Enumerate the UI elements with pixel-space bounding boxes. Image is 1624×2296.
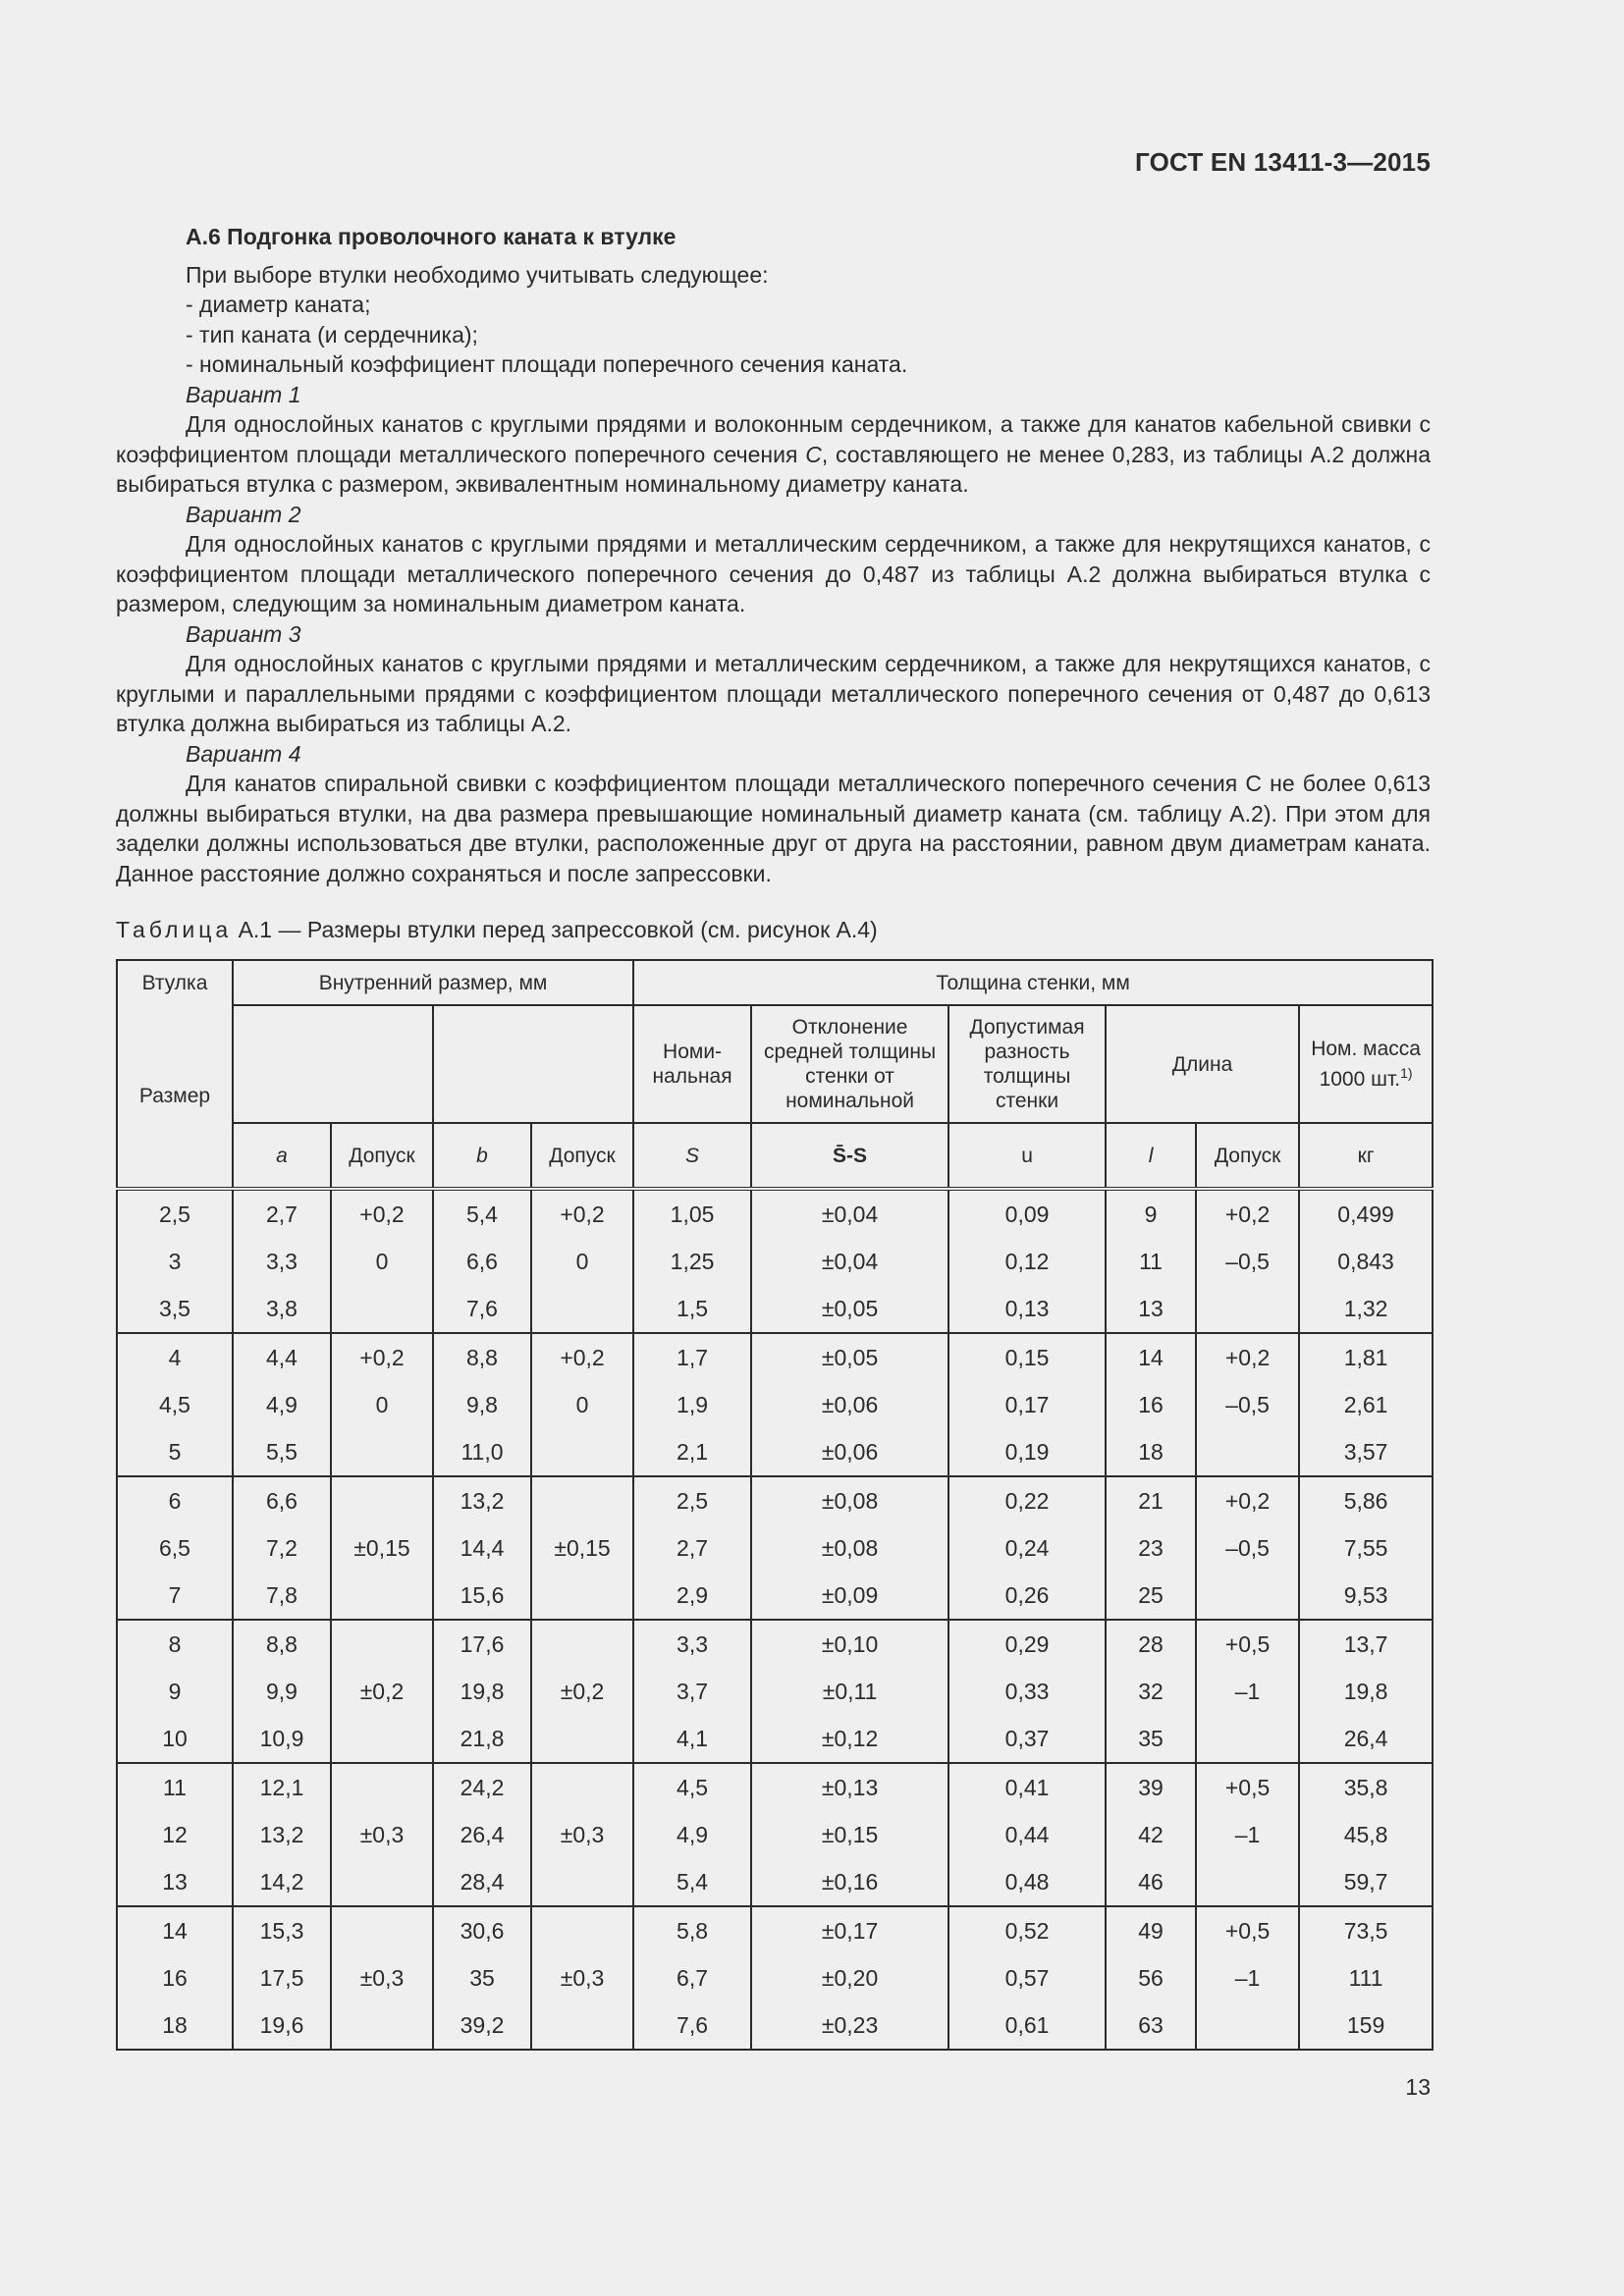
cell-tol-a bbox=[331, 2002, 433, 2050]
cell-b: 6,6 bbox=[433, 1238, 531, 1285]
cell-tol-l bbox=[1196, 2002, 1299, 2050]
cell-a: 8,8 bbox=[233, 1620, 331, 1668]
cell-a: 15,3 bbox=[233, 1906, 331, 1954]
variant-title: Вариант 1 bbox=[186, 381, 301, 407]
cell-u: 0,09 bbox=[948, 1189, 1106, 1238]
variant-title: Вариант 4 bbox=[186, 740, 301, 767]
cell-deviation: ±0,05 bbox=[751, 1333, 948, 1381]
table-row bbox=[117, 1954, 1433, 2002]
header-allowed-diff: Допустимая разность толщины стенки bbox=[948, 1005, 1106, 1123]
cell-l: 35 bbox=[1106, 1715, 1196, 1763]
header-kg: кг bbox=[1299, 1123, 1433, 1189]
cell-tol-b: ±0,15 bbox=[531, 1524, 633, 1572]
table-row bbox=[117, 1524, 1433, 1572]
cell-mass: 0,843 bbox=[1299, 1238, 1433, 1285]
cell-tol-l: +0,2 bbox=[1196, 1476, 1299, 1524]
cell-tol-b bbox=[531, 1763, 633, 1811]
cell-mass: 9,53 bbox=[1299, 1572, 1433, 1620]
cell-size: 11 bbox=[117, 1763, 233, 1811]
cell-tol-a: ±0,3 bbox=[331, 1954, 433, 2002]
cell-l: 23 bbox=[1106, 1524, 1196, 1572]
table-row bbox=[117, 1811, 1433, 1858]
table-row bbox=[117, 1238, 1433, 1285]
variant-text: Для однослойных канатов с круглыми прядями и волоконным сердечником, а также для канатов кабельной свивки с коэффициентом площади металлического поперечного сечения C, составляющего не менее 0,283, из таблицы А.2 должна выбираться втулка с размером, эквивалентным номинальному диаметру каната. bbox=[116, 411, 1431, 497]
cell-l: 14 bbox=[1106, 1333, 1196, 1381]
cell-b: 14,4 bbox=[433, 1524, 531, 1572]
cell-tol-a bbox=[331, 1428, 433, 1476]
header-l: l bbox=[1106, 1123, 1196, 1189]
cell-tol-l: –0,5 bbox=[1196, 1238, 1299, 1285]
cell-tol-b bbox=[531, 1428, 633, 1476]
cell-s: 2,7 bbox=[633, 1524, 751, 1572]
cell-size: 3 bbox=[117, 1238, 233, 1285]
cell-s: 3,3 bbox=[633, 1620, 751, 1668]
cell-deviation: ±0,16 bbox=[751, 1858, 948, 1906]
cell-a: 5,5 bbox=[233, 1428, 331, 1476]
cell-deviation: ±0,09 bbox=[751, 1572, 948, 1620]
cell-tol-l: –1 bbox=[1196, 1954, 1299, 2002]
cell-tol-b: ±0,2 bbox=[531, 1668, 633, 1715]
cell-tol-l bbox=[1196, 1858, 1299, 1906]
header-wall-thickness: Толщина стенки, мм bbox=[633, 960, 1433, 1005]
cell-size: 18 bbox=[117, 2002, 233, 2050]
cell-mass: 19,8 bbox=[1299, 1668, 1433, 1715]
cell-size: 9 bbox=[117, 1668, 233, 1715]
cell-l: 32 bbox=[1106, 1668, 1196, 1715]
cell-tol-a: ±0,15 bbox=[331, 1524, 433, 1572]
cell-deviation: ±0,08 bbox=[751, 1524, 948, 1572]
section-title: А.6 Подгонка проволочного каната к втулке bbox=[186, 224, 677, 249]
cell-mass: 13,7 bbox=[1299, 1620, 1433, 1668]
standard-designation: ГОСТ EN 13411-3—2015 bbox=[1134, 147, 1431, 177]
cell-mass: 1,32 bbox=[1299, 1285, 1433, 1333]
cell-tol-a: 0 bbox=[331, 1238, 433, 1285]
cell-l: 25 bbox=[1106, 1572, 1196, 1620]
cell-tol-b: 0 bbox=[531, 1381, 633, 1428]
header-tolerance: Допуск bbox=[531, 1123, 633, 1189]
cell-tol-b: 0 bbox=[531, 1238, 633, 1285]
cell-b: 11,0 bbox=[433, 1428, 531, 1476]
variant-text: Для однослойных канатов с круглыми прядями и металлическим сердечником, а также для некрутящихся канатов, с коэффициентом площади металлического поперечного сечения до 0,487 из таблицы А.2 должна выбираться втулка с размером, следующим за номинальным диаметром каната. bbox=[116, 531, 1431, 616]
cell-a: 17,5 bbox=[233, 1954, 331, 2002]
cell-size: 2,5 bbox=[117, 1189, 233, 1238]
cell-tol-a: +0,2 bbox=[331, 1189, 433, 1238]
table-row bbox=[117, 1333, 1433, 1381]
cell-size: 8 bbox=[117, 1620, 233, 1668]
cell-tol-b: +0,2 bbox=[531, 1333, 633, 1381]
cell-u: 0,37 bbox=[948, 1715, 1106, 1763]
cell-s: 2,9 bbox=[633, 1572, 751, 1620]
cell-size: 7 bbox=[117, 1572, 233, 1620]
cell-deviation: ±0,12 bbox=[751, 1715, 948, 1763]
bushing-dimensions-table bbox=[116, 959, 1434, 2051]
cell-b: 19,8 bbox=[433, 1668, 531, 1715]
header-tolerance: Допуск bbox=[331, 1123, 433, 1189]
table-row bbox=[117, 1715, 1433, 1763]
cell-deviation: ±0,11 bbox=[751, 1668, 948, 1715]
cell-b: 15,6 bbox=[433, 1572, 531, 1620]
variant-text: Для канатов спиральной свивки с коэффициентом площади металлического поперечного сечения С не более 0,613 должны выбираться втулки, на два размера превышающие номинальный диаметр каната (см. таблицу А.2). При этом для заделки должны использоваться две втулки, расположенные друг от друга на расстоянии, равном двум диаметрам каната. Данное расстояние должно сохраняться и после запрессовки. bbox=[116, 771, 1431, 886]
header-inner-size: Внутренний размер, мм bbox=[233, 960, 633, 1005]
table-caption: Таблица А.1 — Размеры втулки перед запрессовкой (см. рисунок А.4) bbox=[116, 917, 878, 942]
cell-u: 0,13 bbox=[948, 1285, 1106, 1333]
cell-size: 4,5 bbox=[117, 1381, 233, 1428]
cell-tol-b: ±0,3 bbox=[531, 1811, 633, 1858]
cell-tol-l: –1 bbox=[1196, 1668, 1299, 1715]
cell-tol-a bbox=[331, 1763, 433, 1811]
header-tolerance: Допуск bbox=[1196, 1123, 1299, 1189]
cell-u: 0,12 bbox=[948, 1238, 1106, 1285]
cell-b: 9,8 bbox=[433, 1381, 531, 1428]
table-row bbox=[117, 1572, 1433, 1620]
cell-tol-a bbox=[331, 1572, 433, 1620]
cell-deviation: ±0,08 bbox=[751, 1476, 948, 1524]
cell-mass: 3,57 bbox=[1299, 1428, 1433, 1476]
cell-deviation: ±0,13 bbox=[751, 1763, 948, 1811]
cell-tol-a: ±0,3 bbox=[331, 1811, 433, 1858]
header-s-deviation: S̄-S bbox=[751, 1123, 948, 1189]
header-b: b bbox=[433, 1123, 531, 1189]
cell-a: 10,9 bbox=[233, 1715, 331, 1763]
cell-size: 5 bbox=[117, 1428, 233, 1476]
cell-a: 12,1 bbox=[233, 1763, 331, 1811]
cell-b: 24,2 bbox=[433, 1763, 531, 1811]
cell-tol-l: +0,5 bbox=[1196, 1906, 1299, 1954]
cell-a: 4,4 bbox=[233, 1333, 331, 1381]
cell-mass: 5,86 bbox=[1299, 1476, 1433, 1524]
cell-deviation: ±0,15 bbox=[751, 1811, 948, 1858]
cell-a: 2,7 bbox=[233, 1189, 331, 1238]
cell-l: 63 bbox=[1106, 2002, 1196, 2050]
cell-mass: 45,8 bbox=[1299, 1811, 1433, 1858]
table-row bbox=[117, 2002, 1433, 2050]
cell-tol-a bbox=[331, 1285, 433, 1333]
cell-tol-b bbox=[531, 1572, 633, 1620]
cell-s: 1,7 bbox=[633, 1333, 751, 1381]
table-row bbox=[117, 1285, 1433, 1333]
cell-tol-l bbox=[1196, 1715, 1299, 1763]
cell-tol-b bbox=[531, 1476, 633, 1524]
header-blank bbox=[433, 1005, 633, 1123]
cell-tol-l: +0,2 bbox=[1196, 1189, 1299, 1238]
cell-s: 1,25 bbox=[633, 1238, 751, 1285]
cell-u: 0,26 bbox=[948, 1572, 1106, 1620]
cell-b: 8,8 bbox=[433, 1333, 531, 1381]
cell-tol-l: –0,5 bbox=[1196, 1524, 1299, 1572]
cell-tol-b bbox=[531, 1715, 633, 1763]
cell-u: 0,33 bbox=[948, 1668, 1106, 1715]
table-row bbox=[117, 1620, 1433, 1668]
cell-tol-a bbox=[331, 1906, 433, 1954]
cell-u: 0,44 bbox=[948, 1811, 1106, 1858]
cell-b: 7,6 bbox=[433, 1285, 531, 1333]
cell-s: 2,5 bbox=[633, 1476, 751, 1524]
cell-deviation: ±0,04 bbox=[751, 1189, 948, 1238]
cell-b: 26,4 bbox=[433, 1811, 531, 1858]
variant-title: Вариант 3 bbox=[186, 620, 301, 647]
cell-size: 14 bbox=[117, 1906, 233, 1954]
cell-size: 10 bbox=[117, 1715, 233, 1763]
header-s: S bbox=[633, 1123, 751, 1189]
cell-size: 3,5 bbox=[117, 1285, 233, 1333]
header-mass: Ном. масса 1000 шт.$^{1)}$ bbox=[1299, 1005, 1433, 1123]
cell-a: 7,8 bbox=[233, 1572, 331, 1620]
cell-tol-a: ±0,2 bbox=[331, 1668, 433, 1715]
cell-mass: 35,8 bbox=[1299, 1763, 1433, 1811]
cell-tol-b bbox=[531, 1906, 633, 1954]
cell-u: 0,48 bbox=[948, 1858, 1106, 1906]
cell-u: 0,52 bbox=[948, 1906, 1106, 1954]
cell-tol-a: 0 bbox=[331, 1381, 433, 1428]
cell-s: 4,5 bbox=[633, 1763, 751, 1811]
cell-s: 5,4 bbox=[633, 1858, 751, 1906]
cell-b: 17,6 bbox=[433, 1620, 531, 1668]
cell-a: 7,2 bbox=[233, 1524, 331, 1572]
cell-b: 39,2 bbox=[433, 2002, 531, 2050]
cell-tol-b bbox=[531, 1285, 633, 1333]
page-number: 13 bbox=[1405, 2074, 1431, 2100]
cell-tol-a: +0,2 bbox=[331, 1333, 433, 1381]
cell-deviation: ±0,10 bbox=[751, 1620, 948, 1668]
cell-u: 0,41 bbox=[948, 1763, 1106, 1811]
intro-text: При выборе втулки необходимо учитывать следующее: bbox=[186, 261, 769, 288]
cell-s: 2,1 bbox=[633, 1428, 751, 1476]
cell-mass: 26,4 bbox=[1299, 1715, 1433, 1763]
cell-deviation: ±0,17 bbox=[751, 1906, 948, 1954]
cell-mass: 73,5 bbox=[1299, 1906, 1433, 1954]
cell-b: 5,4 bbox=[433, 1189, 531, 1238]
cell-s: 6,7 bbox=[633, 1954, 751, 2002]
cell-tol-b: ±0,3 bbox=[531, 1954, 633, 2002]
cell-l: 13 bbox=[1106, 1285, 1196, 1333]
cell-l: 42 bbox=[1106, 1811, 1196, 1858]
cell-l: 16 bbox=[1106, 1381, 1196, 1428]
cell-b: 30,6 bbox=[433, 1906, 531, 1954]
cell-s: 4,1 bbox=[633, 1715, 751, 1763]
table-row bbox=[117, 1381, 1433, 1428]
cell-l: 49 bbox=[1106, 1906, 1196, 1954]
cell-mass: 1,81 bbox=[1299, 1333, 1433, 1381]
cell-u: 0,17 bbox=[948, 1381, 1106, 1428]
cell-tol-l bbox=[1196, 1285, 1299, 1333]
cell-b: 35 bbox=[433, 1954, 531, 2002]
cell-a: 9,9 bbox=[233, 1668, 331, 1715]
cell-u: 0,57 bbox=[948, 1954, 1106, 2002]
cell-tol-l bbox=[1196, 1428, 1299, 1476]
cell-deviation: ±0,04 bbox=[751, 1238, 948, 1285]
cell-l: 39 bbox=[1106, 1763, 1196, 1811]
cell-s: 3,7 bbox=[633, 1668, 751, 1715]
cell-a: 13,2 bbox=[233, 1811, 331, 1858]
header-bushing: Втулка bbox=[117, 960, 233, 1005]
header-a: a bbox=[233, 1123, 331, 1189]
cell-a: 4,9 bbox=[233, 1381, 331, 1428]
bullet-item: - тип каната (и сердечника); bbox=[186, 321, 478, 347]
cell-tol-l: +0,2 bbox=[1196, 1333, 1299, 1381]
cell-s: 7,6 bbox=[633, 2002, 751, 2050]
cell-s: 1,5 bbox=[633, 1285, 751, 1333]
cell-deviation: ±0,06 bbox=[751, 1381, 948, 1428]
cell-u: 0,61 bbox=[948, 2002, 1106, 2050]
header-nominal: Номи-нальная bbox=[633, 1005, 751, 1123]
bullet-item: - номинальный коэффициент площади поперечного сечения каната. bbox=[186, 351, 908, 377]
cell-mass: 0,499 bbox=[1299, 1189, 1433, 1238]
cell-tol-b bbox=[531, 1858, 633, 1906]
cell-size: 6 bbox=[117, 1476, 233, 1524]
bullet-item: - диаметр каната; bbox=[186, 292, 371, 317]
table-row bbox=[117, 1763, 1433, 1811]
cell-a: 6,6 bbox=[233, 1476, 331, 1524]
cell-mass: 159 bbox=[1299, 2002, 1433, 2050]
table-row bbox=[117, 1428, 1433, 1476]
cell-tol-l: –1 bbox=[1196, 1811, 1299, 1858]
cell-tol-l bbox=[1196, 1572, 1299, 1620]
cell-u: 0,19 bbox=[948, 1428, 1106, 1476]
cell-tol-b bbox=[531, 1620, 633, 1668]
header-length: Длина bbox=[1106, 1005, 1299, 1123]
header-deviation: Отклонение средней толщины стенки от номинальной bbox=[751, 1005, 948, 1123]
cell-tol-l: +0,5 bbox=[1196, 1620, 1299, 1668]
cell-tol-a bbox=[331, 1858, 433, 1906]
header-u: u bbox=[948, 1123, 1106, 1189]
cell-mass: 59,7 bbox=[1299, 1858, 1433, 1906]
cell-s: 4,9 bbox=[633, 1811, 751, 1858]
cell-l: 11 bbox=[1106, 1238, 1196, 1285]
cell-size: 12 bbox=[117, 1811, 233, 1858]
cell-deviation: ±0,05 bbox=[751, 1285, 948, 1333]
cell-u: 0,29 bbox=[948, 1620, 1106, 1668]
cell-tol-b bbox=[531, 2002, 633, 2050]
variant-title: Вариант 2 bbox=[186, 501, 301, 527]
cell-b: 21,8 bbox=[433, 1715, 531, 1763]
cell-s: 5,8 bbox=[633, 1906, 751, 1954]
cell-l: 56 bbox=[1106, 1954, 1196, 2002]
cell-u: 0,22 bbox=[948, 1476, 1106, 1524]
cell-tol-l: +0,5 bbox=[1196, 1763, 1299, 1811]
cell-l: 9 bbox=[1106, 1189, 1196, 1238]
header-size: Размер bbox=[117, 1005, 233, 1189]
cell-b: 13,2 bbox=[433, 1476, 531, 1524]
cell-deviation: ±0,20 bbox=[751, 1954, 948, 2002]
cell-l: 28 bbox=[1106, 1620, 1196, 1668]
cell-b: 28,4 bbox=[433, 1858, 531, 1906]
cell-deviation: ±0,06 bbox=[751, 1428, 948, 1476]
cell-a: 14,2 bbox=[233, 1858, 331, 1906]
cell-u: 0,15 bbox=[948, 1333, 1106, 1381]
cell-mass: 2,61 bbox=[1299, 1381, 1433, 1428]
table-row bbox=[117, 1476, 1433, 1524]
cell-tol-a bbox=[331, 1476, 433, 1524]
cell-deviation: ±0,23 bbox=[751, 2002, 948, 2050]
cell-l: 18 bbox=[1106, 1428, 1196, 1476]
cell-u: 0,24 bbox=[948, 1524, 1106, 1572]
cell-tol-a bbox=[331, 1620, 433, 1668]
cell-size: 6,5 bbox=[117, 1524, 233, 1572]
cell-l: 46 bbox=[1106, 1858, 1196, 1906]
cell-size: 13 bbox=[117, 1858, 233, 1906]
cell-size: 4 bbox=[117, 1333, 233, 1381]
cell-tol-a bbox=[331, 1715, 433, 1763]
cell-mass: 111 bbox=[1299, 1954, 1433, 2002]
cell-l: 21 bbox=[1106, 1476, 1196, 1524]
table-row bbox=[117, 1858, 1433, 1906]
cell-size: 16 bbox=[117, 1954, 233, 2002]
cell-s: 1,9 bbox=[633, 1381, 751, 1428]
cell-tol-b: +0,2 bbox=[531, 1189, 633, 1238]
variant-text: Для однослойных канатов с круглыми прядями и металлическим сердечником, а также для некрутящихся канатов, с круглыми и параллельными прядями с коэффициентом площади металлического поперечного сечения от 0,487 до 0,613 втулка должна выбираться из таблицы А.2. bbox=[116, 651, 1431, 736]
cell-mass: 7,55 bbox=[1299, 1524, 1433, 1572]
cell-tol-l: –0,5 bbox=[1196, 1381, 1299, 1428]
table-row bbox=[117, 1189, 1433, 1238]
cell-s: 1,05 bbox=[633, 1189, 751, 1238]
cell-a: 3,3 bbox=[233, 1238, 331, 1285]
table-row bbox=[117, 1906, 1433, 1954]
cell-a: 3,8 bbox=[233, 1285, 331, 1333]
header-blank bbox=[233, 1005, 433, 1123]
section-a6 bbox=[116, 222, 1431, 888]
cell-a: 19,6 bbox=[233, 2002, 331, 2050]
table-row bbox=[117, 1668, 1433, 1715]
